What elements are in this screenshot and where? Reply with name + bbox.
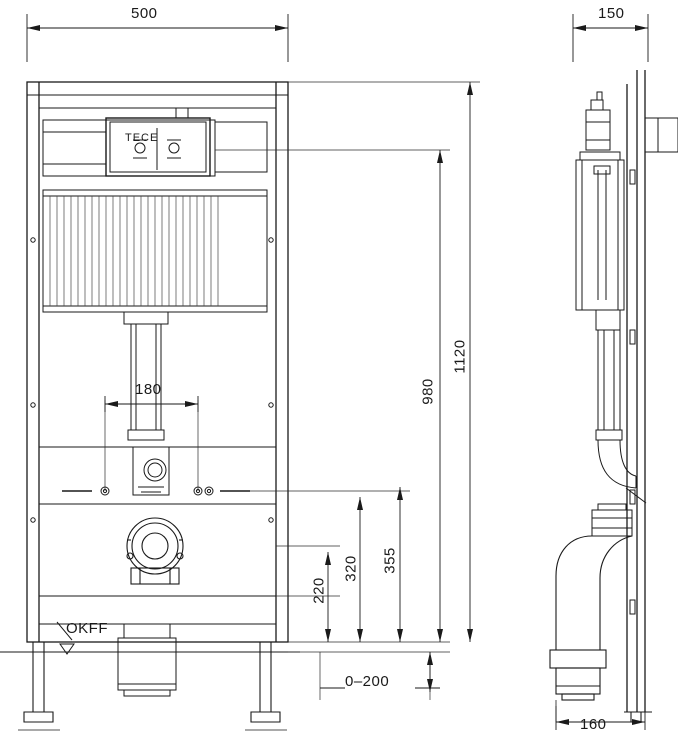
dim-label-355: 355: [381, 547, 399, 574]
waste-outlet: [127, 518, 183, 584]
pipe-connection-points: [62, 487, 250, 495]
side-wall-rail: [627, 70, 645, 712]
frame-fixing-points: [31, 238, 273, 522]
side-rail-holes: [630, 170, 635, 614]
brand-label-tece: TECE: [125, 132, 159, 144]
dim-label-320: 320: [342, 555, 360, 582]
dim-label-980: 980: [419, 378, 437, 405]
dim-label-0-200: 0–200: [345, 673, 390, 690]
dim-label-150: 150: [598, 5, 625, 22]
dim-label-220: 220: [310, 577, 328, 604]
dim-980: [437, 150, 443, 642]
dim-180: [105, 396, 198, 412]
side-wc-bend: [550, 536, 632, 700]
side-flush-pipe: [596, 330, 622, 440]
dim-label-160: 160: [580, 716, 607, 733]
side-fill-valve: [594, 166, 610, 300]
frame-feet: [18, 642, 287, 730]
water-inlet-block: [133, 447, 169, 495]
wc-outlet-socket: [118, 624, 176, 696]
side-cistern: [576, 152, 624, 330]
flush-pipe: [124, 312, 168, 440]
dim-label-180: 180: [135, 381, 162, 398]
label-okff: OKFF: [66, 620, 108, 637]
dim-label-1120: 1120: [451, 339, 469, 374]
side-connector-sleeve: [592, 504, 632, 536]
side-bend-upper: [598, 440, 646, 503]
cistern-ribs: [50, 196, 218, 306]
side-flush-plate: [586, 92, 678, 152]
front-top-rail: [27, 95, 288, 108]
dim-label-500: 500: [131, 5, 158, 22]
